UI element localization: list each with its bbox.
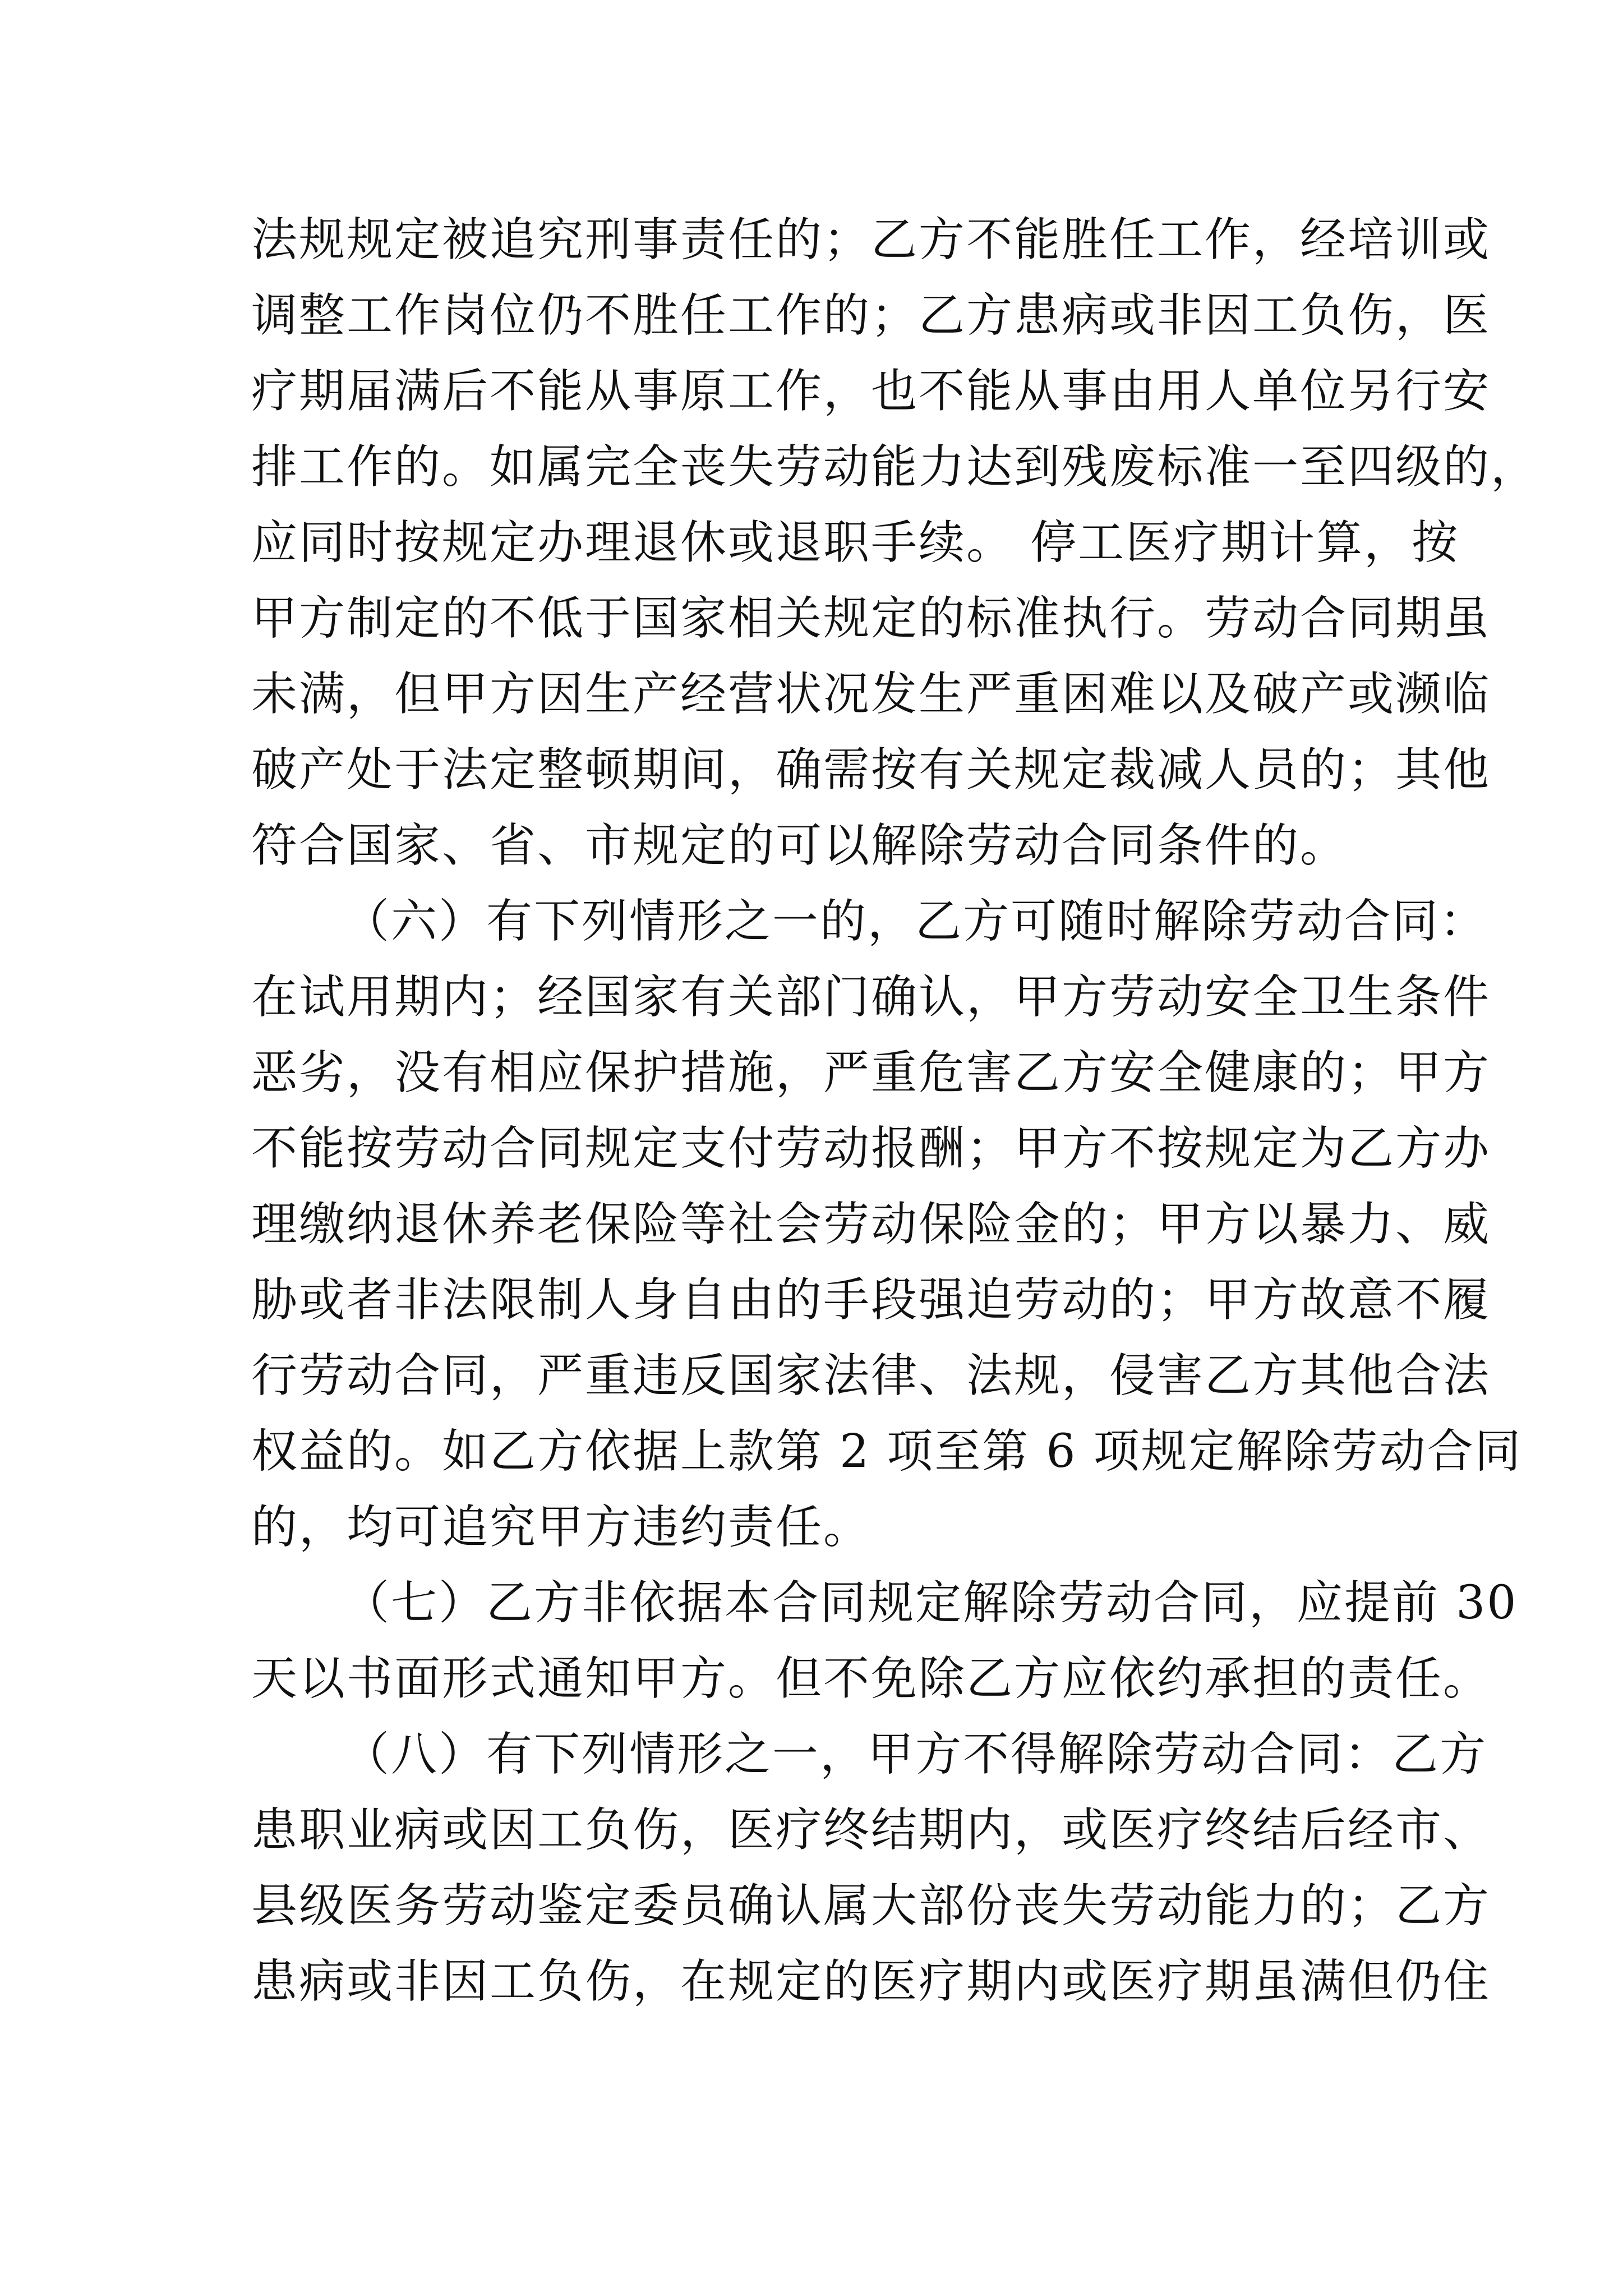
text-line: 权益的。如乙方依据上款第 2 项至第 6 项规定解除劳动合同 [251,1425,1523,1478]
text-line: 天以书面形式通知甲方。但不免除乙方应依约承担的责任。 [251,1652,1491,1705]
text-line: 不能按劳动合同规定支付劳动报酬；甲方不按规定为乙方办 [251,1122,1491,1175]
text-line: 破产处于法定整顿期间，确需按有关规定裁减人员的；其他 [251,743,1491,797]
text-line: 理缴纳退休养老保险等社会劳动保险金的；甲方以暴力、威 [251,1198,1491,1251]
contract-text-body [251,202,1539,2019]
clause-7-heading-line: （七）乙方非依据本合同规定解除劳动合同，应提前 30 [343,1576,1518,1630]
clause-8-heading-line: （八）有下列情形之一，甲方不得解除劳动合同：乙方 [343,1728,1488,1781]
text-line: 的，均可追究甲方违约责任。 [251,1501,872,1554]
text-line: 患病或非因工负伤，在规定的医疗期内或医疗期虽满但仍住 [251,1955,1491,2008]
text-line: 甲方制定的不低于国家相关规定的标准执行。劳动合同期虽 [251,592,1491,645]
text-line: 符合国家、省、市规定的可以解除劳动合同条件的。 [251,819,1348,872]
text-line: 行劳动合同，严重违反国家法律、法规，侵害乙方其他合法 [251,1349,1491,1402]
text-line: 患职业病或因工负伤，医疗终结期内，或医疗终结后经市、 [251,1803,1491,1857]
text-line: 法规规定被追究刑事责任的；乙方不能胜任工作，经培训或 [251,213,1491,266]
text-line: 疗期届满后不能从事原工作，也不能从事由用人单位另行安 [251,365,1491,418]
text-line: 排工作的。如属完全丧失劳动能力达到残废标准一至四级的， [251,440,1539,494]
clause-6-heading-line: （六）有下列情形之一的，乙方可随时解除劳动合同： [343,895,1488,948]
text-line: 应同时按规定办理退休或退职手续。 停工医疗期计算，按 [251,516,1460,569]
text-line: 县级医务劳动鉴定委员确认属大部份丧失劳动能力的；乙方 [251,1879,1491,1932]
text-line: 胁或者非法限制人身自由的手段强迫劳动的；甲方故意不履 [251,1273,1491,1327]
text-line: 在试用期内；经国家有关部门确认，甲方劳动安全卫生条件 [251,970,1491,1024]
text-line: 未满，但甲方因生产经营状况发生严重困难以及破产或濒临 [251,668,1491,721]
text-line: 恶劣，没有相应保护措施，严重危害乙方安全健康的；甲方 [251,1046,1491,1099]
text-line: 调整工作岗位仍不胜任工作的；乙方患病或非因工负伤，医 [251,289,1491,342]
